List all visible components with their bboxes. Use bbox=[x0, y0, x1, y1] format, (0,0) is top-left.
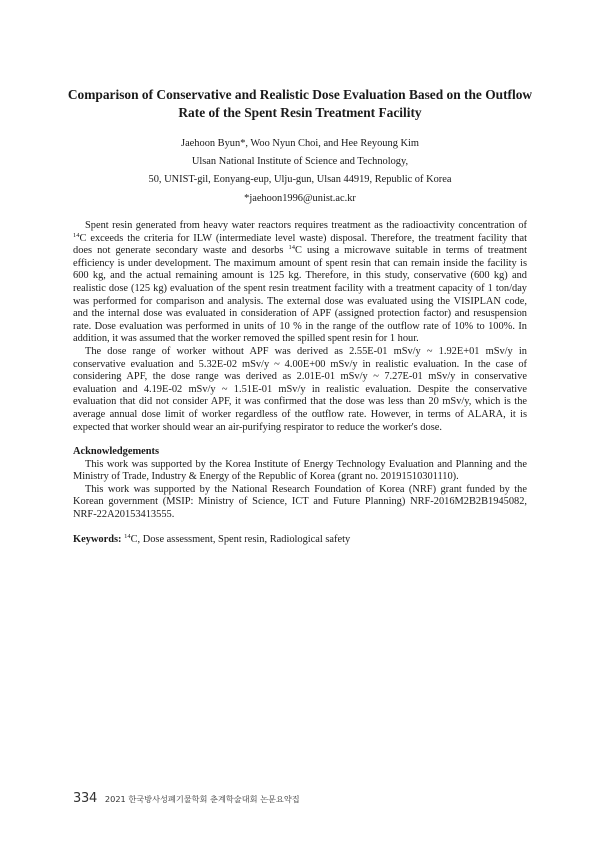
keywords-line bbox=[73, 534, 527, 547]
paper-title: Comparison of Conservative and Realistic Dose Evaluation Based on the Outflow Rate of the Spent Resin Treatment Facility bbox=[67, 87, 533, 120]
corresponding-email: *jaehoon1996@unist.ac.kr bbox=[244, 193, 356, 204]
acknowledgements-heading: Acknowledgements bbox=[73, 446, 160, 458]
affiliation-address: 50, UNIST-gil, Eonyang-eup, Ulju-gun, Ulsan 44919, Republic of Korea bbox=[148, 174, 452, 185]
isotope-superscript: 14 bbox=[73, 231, 80, 239]
acknowledgements-paragraph-2: This work was supported by the National Research Foundation of Korea (NRF) grant funded by the Korean government (MSIP: Ministry of Science, ICT and Future Planning) NRF-2016M2B2B1945082, NRF-22A20153413555. bbox=[73, 483, 527, 521]
abstract-paragraph-2: The dose range of worker without APF was derived as 2.55E-01 mSv/y ~ 1.92E+01 mSv/y in conservative evaluation and 5.32E-02 mSv/y ~ 4.00E+00 mSv/y in realistic evaluation. In the case of considering APF, the dose range was derived as 2.01E-01 mSv/y ~ 7.27E-01 mSv/y in conservative evaluation and 4.19E-02 mSv/y ~ 1.51E-01 mSv/y in realistic evaluation. Despite the conservative evaluation that did not consider APF, it was confirmed that the dose was less than 20 mSv/y, which is the average annual dose limit of worker regardless of the outflow rate. However, in terms of ALARA, it is expected that worker should wear an air-purifying respirator to reduce the worker's dose. bbox=[73, 345, 527, 433]
page-footer bbox=[73, 791, 300, 806]
author-list: Jaehoon Byun*, Woo Nyun Choi, and Hee Reyoung Kim bbox=[181, 138, 419, 149]
page-number: 334 bbox=[73, 791, 97, 806]
isotope-superscript: 14 bbox=[124, 532, 131, 540]
keywords-label: Keywords: bbox=[73, 533, 122, 545]
paper-body bbox=[73, 220, 527, 546]
abstract-paragraph-1: Spent resin generated from heavy water reactors requires treatment as the radioactivity concentration of $^{14}$C exceeds the criteria for ILW (intermediate level waste) disposal. Therefore, the treatment facility that does not generate secondary waste and desorbs $^{14}$C using a microwave suitable in terms of treatment efficiency is under development. The maximum amount of spent resin that can remain inside the facility is 600 kg, and the actual remaining amount is 125 kg. Therefore, in this study, conservative (600 kg) and realistic dose (125 kg) evaluation of the spent resin treatment facility with a treatment capacity of 1 ton/day was performed for comparison and analysis. The external dose was evaluated using the VISIPLAN code, and the internal dose was evaluated in consideration of APF (assigned protection factor) and resuspension rate. Dose evaluation was performed in units of 10 % in the range of the outflow rate of 10% to 100%. In addition, it was assumed that the worker removed the spilled spent resin for 1 hour. bbox=[73, 220, 528, 345]
keywords-text: C, Dose assessment, Spent resin, Radiological safety bbox=[130, 533, 351, 545]
isotope-superscript: 14 bbox=[288, 244, 295, 252]
conference-name: 2021 한국방사성폐기물학회 춘계학술대회 논문요약집 bbox=[104, 794, 300, 804]
affiliation-institution: Ulsan National Institute of Science and Technology, bbox=[191, 156, 409, 167]
acknowledgements-paragraph-1: This work was supported by the Korea Institute of Energy Technology Evaluation and Planning and the Ministry of Trade, Industry & Energy of the Republic of Korea (grant no. 20191510301110). bbox=[73, 458, 527, 483]
